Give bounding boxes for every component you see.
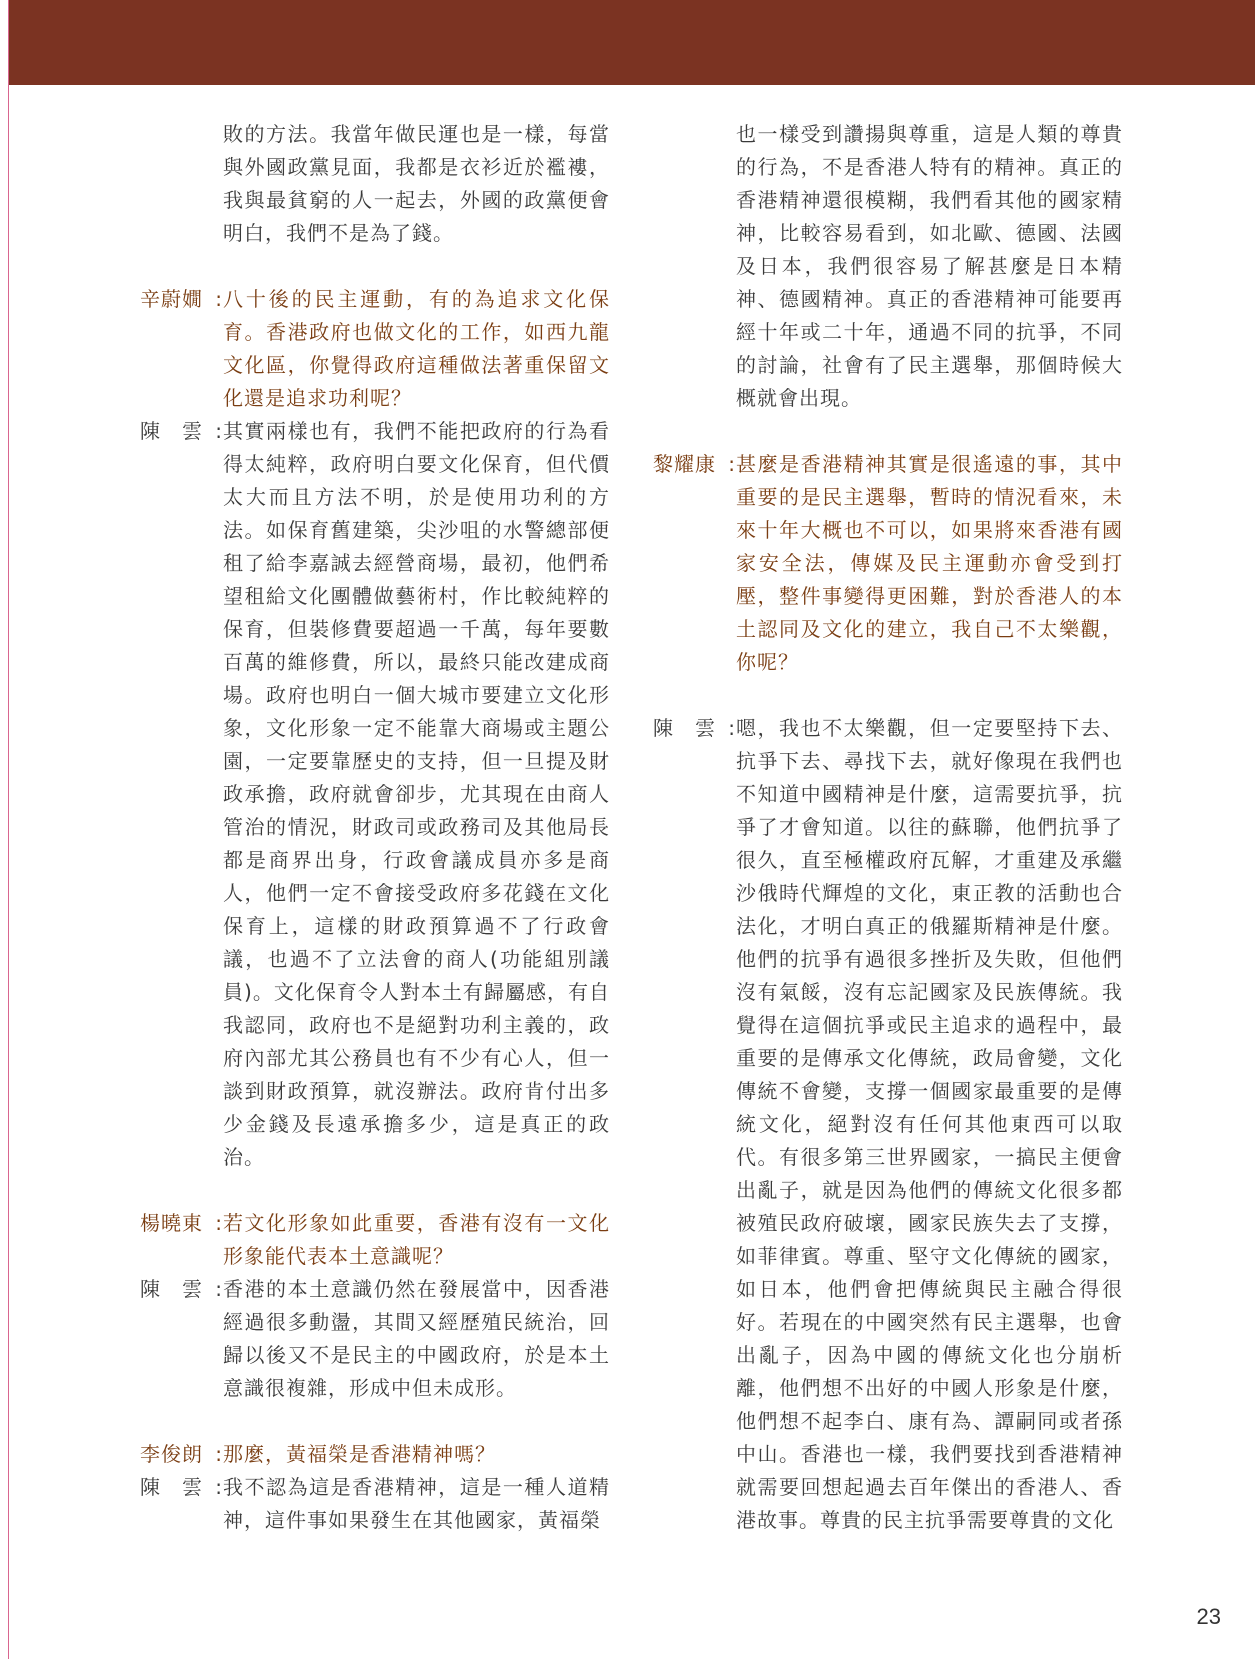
header-bar	[9, 0, 1255, 85]
colon: :	[215, 419, 223, 443]
answer-entry	[140, 1471, 610, 1537]
answer-entry	[653, 712, 1123, 1537]
colon: :	[728, 716, 736, 740]
continuation-paragraph: 敗的方法。我當年做民運也是一樣，每當與外國政黨見面，我都是衣衫近於襤褸，我與最貧窮的人一起去，外國的政黨便會明白，我們不是為了錢。	[223, 122, 610, 245]
speaker-name: 陳 雲	[140, 1277, 203, 1301]
speaker-label	[653, 448, 736, 481]
spacer	[140, 1174, 610, 1207]
spacer	[653, 415, 1123, 448]
question-entry	[140, 1438, 610, 1471]
answer-text: 其實兩樣也有，我們不能把政府的行為看得太純粹，政府明白要文化保育，但代價太大而且方法不明，於是使用功利的方法。如保育舊建築，尖沙咀的水警總部便租了給李嘉誠去經營商場，最初，他們希望租給文化團體做藝術村，作比較純粹的保育，但裝修費要超過一千萬，每年要數百萬的維修費，所以，最終只能改建成商場。政府也明白一個大城市要建立文化形象，文化形象一定不能靠大商場或主題公園，一定要靠歷史的支持，但一旦提及財政承擔，政府就會卻步，尤其現在由商人管治的情況，財政司或政務司及其他局長都是商界出身，行政會議成員亦多是商人，他們一定不會接受政府多花錢在文化保育上，這樣的財政預算過不了行政會議，也過不了立法會的商人(功能組別議員)。文化保育令人對本土有歸屬感，有自我認同，政府也不是絕對功利主義的，政府內部尤其公務員也有不少有心人，但一談到財政預算，就沒辦法。政府肯付出多少金錢及長遠承擔多少，這是真正的政治。	[223, 419, 610, 1169]
colon: :	[728, 452, 736, 476]
colon: :	[215, 1442, 223, 1466]
spacer	[140, 1405, 610, 1438]
speaker-label	[140, 1438, 223, 1471]
page-number: 23	[1196, 1604, 1221, 1629]
right-column	[653, 118, 1123, 1537]
question-entry	[653, 448, 1123, 679]
speaker-name: 黎耀康	[653, 452, 716, 476]
continuation-paragraph: 也一樣受到讚揚與尊重，這是人類的尊貴的行為，不是香港人特有的精神。真正的香港精神還很模糊，我們看其他的國家精神，比較容易看到，如北歐、德國、法國及日本，我們很容易了解甚麼是日本精神、德國精神。真正的香港精神可能要再經十年或二十年，通過不同的抗爭，不同的討論，社會有了民主選舉，那個時候大概就會出現。	[736, 122, 1123, 410]
left-column	[140, 118, 610, 1537]
answer-text: 我不認為這是香港精神，這是一種人道精神，這件事如果發生在其他國家，黃福榮	[223, 1475, 610, 1532]
speaker-name: 辛蔚嫺	[140, 287, 203, 311]
colon: :	[215, 1211, 223, 1235]
speaker-label	[140, 283, 223, 316]
page-edge-line	[8, 0, 9, 1659]
question-text: 若文化形象如此重要，香港有沒有一文化形象能代表本土意識呢？	[223, 1211, 610, 1268]
answer-text: 香港的本土意識仍然在發展當中，因香港經過很多動盪，其間又經歷殖民統治，回歸以後又不是民主的中國政府，於是本土意識很複雜，形成中但未成形。	[223, 1277, 610, 1400]
spacer	[140, 250, 610, 283]
question-text: 甚麼是香港精神其實是很遙遠的事，其中重要的是民主選舉，暫時的情況看來，未來十年大概也不可以，如果將來香港有國家安全法，傳媒及民主運動亦會受到打壓，整件事變得更困難，對於香港人的本土認同及文化的建立，我自己不太樂觀，你呢？	[736, 452, 1123, 674]
speaker-label	[140, 415, 223, 448]
question-entry	[140, 1207, 610, 1273]
answer-entry	[140, 1273, 610, 1405]
colon: :	[215, 1277, 223, 1301]
answer-text: 嗯，我也不太樂觀，但一定要堅持下去、抗爭下去、尋找下去，就好像現在我們也不知道中國精神是什麼，這需要抗爭，抗爭了才會知道。以往的蘇聯，他們抗爭了很久，直至極權政府瓦解，才重建及承繼沙俄時代輝煌的文化，東正教的活動也合法化，才明白真正的俄羅斯精神是什麼。他們的抗爭有過很多挫折及失敗，但他們沒有氣餒，沒有忘記國家及民族傳統。我覺得在這個抗爭或民主追求的過程中，最重要的是傳承文化傳統，政局會變，文化傳統不會變，支撐一個國家最重要的是傳統文化，絕對沒有任何其他東西可以取代。有很多第三世界國家，一搞民主便會出亂子，就是因為他們的傳統文化很多都被殖民政府破壞，國家民族失去了支撐，如菲律賓。尊重、堅守文化傳統的國家，如日本，他們會把傳統與民主融合得很好。若現在的中國突然有民主選舉，也會出亂子，因為中國的傳統文化也分崩析離，他們想不出好的中國人形象是什麼，他們想不起李白、康有為、譚嗣同或者孫中山。香港也一樣，我們要找到香港精神就需要回想起過去百年傑出的香港人、香港故事。尊貴的民主抗爭需要尊貴的文化	[736, 716, 1123, 1532]
question-text: 八十後的民主運動，有的為追求文化保育。香港政府也做文化的工作，如西九龍文化區，你覺得政府這種做法著重保留文化還是追求功利呢？	[223, 287, 610, 410]
question-entry	[140, 283, 610, 415]
answer-entry	[140, 415, 610, 1174]
speaker-label	[140, 1207, 223, 1240]
speaker-label	[653, 712, 736, 745]
speaker-name: 陳 雲	[140, 419, 203, 443]
speaker-name: 李俊朗	[140, 1442, 203, 1466]
spacer	[653, 679, 1123, 712]
colon: :	[215, 1475, 223, 1499]
question-text: 那麼，黃福榮是香港精神嗎？	[223, 1442, 496, 1466]
speaker-name: 陳 雲	[653, 716, 716, 740]
speaker-name: 楊曉東	[140, 1211, 203, 1235]
colon: :	[215, 287, 223, 311]
speaker-label	[140, 1471, 223, 1504]
speaker-label	[140, 1273, 223, 1306]
speaker-name: 陳 雲	[140, 1475, 203, 1499]
